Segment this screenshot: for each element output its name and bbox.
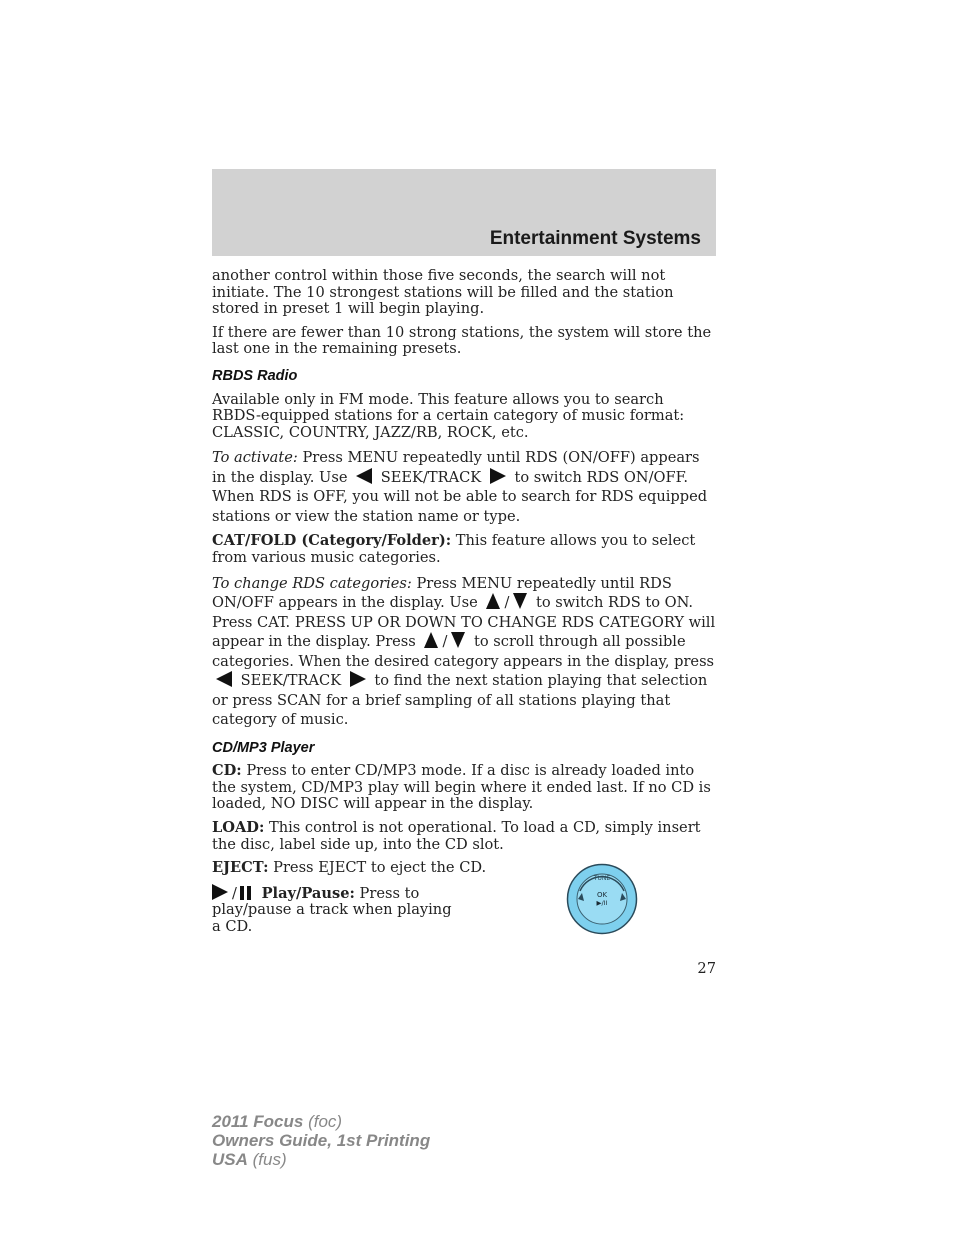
text: Press MENU repeatedly until RDS (ON/OFF) appears in the display. Use: [212, 449, 700, 486]
text: SEEK/TRACK: [240, 672, 342, 690]
tune-knob-illustration: [566, 863, 638, 935]
text: This control is not operational. To load a CD, simply insert the disc, label side up, into the CD slot.: [212, 818, 701, 853]
knob-ok-label: OK: [596, 891, 608, 899]
paragraph: If there are fewer than 10 strong stations, the system will store the last one in the remaining presets.: [212, 323, 712, 358]
paragraph-catfold: [212, 533, 717, 566]
seek-right-icon: [490, 468, 506, 484]
paragraph-change-categories: [212, 574, 717, 730]
footer-model: 2011 Focus: [212, 1112, 304, 1131]
paragraph: another control within those five seconds, the search will not initiate. The 10 strongest stations will be filled and the station stored in preset 1 will begin playing.: [212, 267, 674, 318]
text: Press to enter CD/MP3 mode. If a disc is already loaded into the system, CD/MP3 play will begin where it ended last. If no CD is loaded, NO DISC will appear in the display.: [212, 762, 711, 813]
change-label: To change RDS categories:: [212, 574, 412, 592]
arrow-down-icon: [513, 593, 527, 609]
text: Press EJECT to eject the CD.: [273, 859, 487, 877]
text: This feature allows you to select from various music categories.: [212, 532, 696, 566]
text: to switch RDS to ON. Press CAT. PRESS UP OR DOWN TO CHANGE RDS CATEGORY will appear in the display. Press: [212, 594, 716, 651]
text: /: [442, 633, 448, 651]
activate-label: To activate:: [212, 449, 298, 467]
arrow-up-icon: [486, 593, 500, 609]
text: to find the next station playing that selection or press SCAN for a brief sampling of all stations playing that category of music.: [212, 672, 708, 729]
text: Press to play/pause a track when playing a CD.: [212, 884, 452, 935]
text: /: [232, 884, 237, 902]
footer-code: (foc): [308, 1112, 343, 1131]
text: Press MENU repeatedly until RDS ON/OFF appears in the display. Use: [212, 574, 672, 612]
page-number: 27: [697, 960, 716, 977]
text: to scroll through all possible categories. When the desired category appears in the display, press: [212, 633, 715, 670]
paragraph-activate: [212, 448, 717, 526]
seek-left-icon: [356, 468, 372, 484]
text: SEEK/TRACK: [380, 468, 482, 486]
paragraph-cd: [212, 763, 717, 813]
arrow-up-icon: [424, 632, 438, 648]
arrow-down-icon: [451, 632, 465, 648]
section-title: Entertainment Systems: [489, 228, 701, 249]
footer-line-2: [212, 1131, 430, 1150]
eject-label: EJECT:: [212, 859, 269, 877]
text: /: [504, 594, 510, 612]
play-icon: [212, 884, 228, 900]
footer-guide: Owners Guide, 1st Printing: [212, 1131, 431, 1150]
load-label: LOAD:: [212, 818, 265, 836]
subheading-rbds: RBDS Radio: [212, 367, 298, 384]
footer-line-3: [212, 1150, 430, 1169]
paragraph-load: [212, 820, 717, 853]
knob-tune-label: TUNE: [593, 875, 611, 882]
footer-market: USA: [212, 1150, 248, 1169]
knob-playpause-label: ▶/II: [596, 899, 608, 907]
catfold-label: CAT/FOLD (Category/Folder):: [212, 532, 452, 550]
pause-icon: [239, 886, 253, 900]
paragraph-playpause: [212, 884, 452, 936]
footer-line-1: [212, 1112, 430, 1131]
footer: [212, 1112, 430, 1169]
subheading-cd: CD/MP3 Player: [212, 739, 315, 756]
cd-label: CD:: [212, 762, 242, 780]
text: to switch RDS ON/OFF. When RDS is OFF, you will not be able to search for RDS equipped stations or view the station name or type.: [212, 468, 708, 525]
seek-left-icon: [216, 671, 232, 687]
page-content: [212, 268, 717, 942]
paragraph: Available only in FM mode. This feature allows you to search RBDS-equipped stations for a certain category of music format: CLASSIC, COUNTRY, JAZZ/RB, ROCK, etc.: [212, 390, 685, 441]
paragraph-eject: [212, 860, 717, 877]
header-band: [212, 169, 716, 256]
footer-market-code: (fus): [252, 1150, 287, 1169]
playpause-label: Play/Pause:: [261, 884, 355, 902]
seek-right-icon: [350, 671, 366, 687]
